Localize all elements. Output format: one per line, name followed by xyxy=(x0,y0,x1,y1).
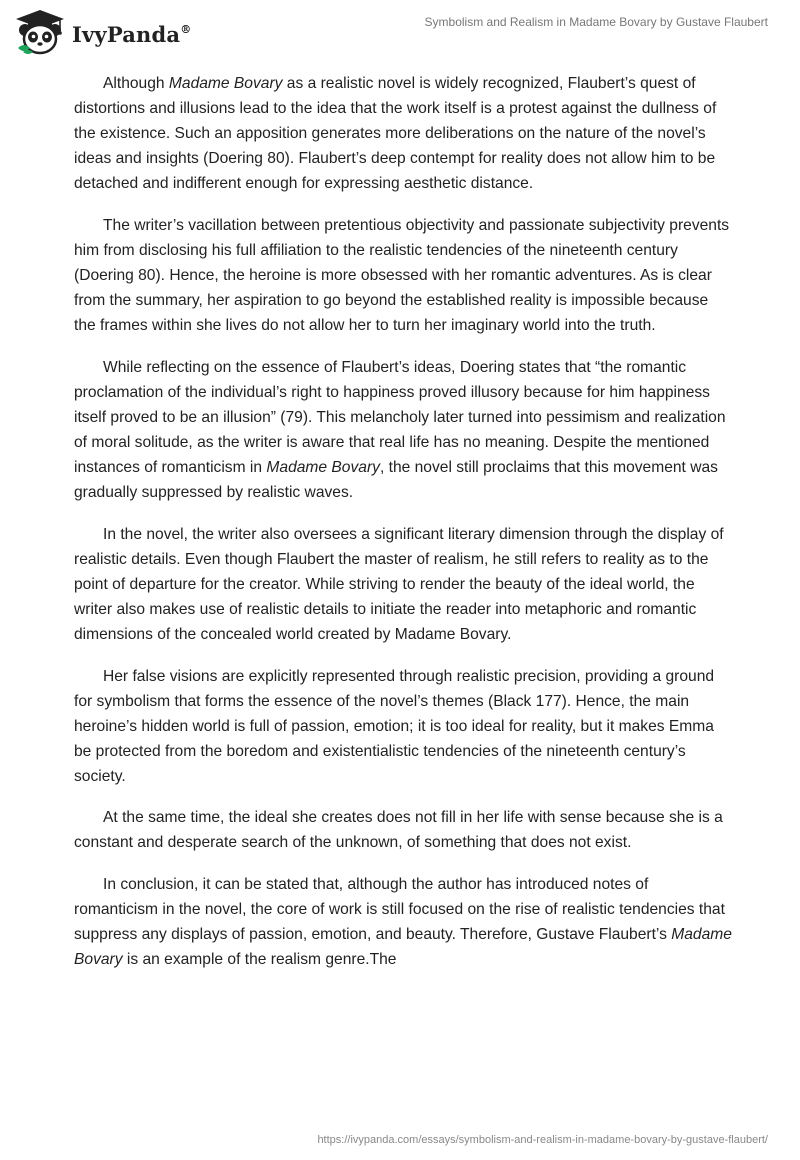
text-segment: In conclusion, it can be stated that, although the author has introduced notes of romanticism in the novel, the core of work is still focused on the rise of realistic tendencies that suppress any displays of passion, emotion, and beauty. Therefore, Gustave Flaubert’s xyxy=(74,875,725,944)
brand-label: IvyPanda xyxy=(72,21,181,47)
text-segment: , the novel still proclaims that this movement was gradually suppressed by realistic waves. xyxy=(74,459,718,502)
italic-title: Madame Bovary xyxy=(74,926,732,969)
text-segment: In the novel, the writer also oversees a significant literary dimension through the display of realistic details. Even though Flaubert the master of realism, he still refers to reality as to the point of departure for the creator. While striving to render the beauty of the ideal world, the writer also makes use of realistic details to initiate the reader into metaphoric and romantic dimensions of the concealed world created by Madame Bovary. xyxy=(74,525,724,644)
registered-mark: ® xyxy=(180,22,192,36)
paragraph xyxy=(74,71,734,196)
page-header xyxy=(0,0,800,60)
paragraph xyxy=(74,522,734,647)
text-segment: as a realistic novel is widely recognized, Flaubert’s quest of distortions and illusions lead to the idea that the work itself is a protest against the dullness of the existence. Such an apposition generates more deliberations on the nature of the novel’s ideas and insights (Doering 80). Flaubert’s deep contempt for reality does not allow him to be detached and indifferent enough for expressing aesthetic distance. xyxy=(74,75,717,193)
brand-name xyxy=(72,22,191,47)
text-segment: The writer’s vacillation between pretentious objectivity and passionate subjectivity prevents him from disclosing his full affiliation to the realistic tendencies of the nineteenth century (Doering 80). Hence, the heroine is more obsessed with her romantic adventures. As is clear from the summary, her aspiration to go beyond the established reality is impossible because the frames within she lives do not allow her to turn her imaginary world into the truth. xyxy=(74,216,730,335)
document-title: Symbolism and Realism in Madame Bovary by Gustave Flaubert xyxy=(424,15,768,29)
paragraph xyxy=(74,213,734,338)
essay-body xyxy=(74,71,734,989)
text-segment: At the same time, the ideal she creates does not fill in her life with sense because she is a constant and desperate search of the unknown, of something that does not exist. xyxy=(74,809,723,852)
paragraph xyxy=(74,805,734,855)
paragraph xyxy=(74,872,734,972)
text-segment: Her false visions are explicitly represented through realistic precision, providing a ground for symbolism that forms the essence of the novel’s themes (Black 177). Hence, the main heroine’s hidden world is full of passion, emotion; it is too ideal for reality, but it makes Emma be protected from the boredom and existentialistic tendencies of the nineteenth century’s society. xyxy=(74,667,715,785)
text-segment: Although xyxy=(103,75,169,92)
italic-title: Madame Bovary xyxy=(168,75,283,92)
source-url[interactable]: https://ivypanda.com/essays/symbolism-and-realism-in-madame-bovary-by-gustave-flaubert/ xyxy=(317,1134,768,1146)
text-segment: While reflecting on the essence of Flaubert’s ideas, Doering states that “the romantic proclamation of the individual’s right to happiness proved illusory because for him happiness itself proved to be an illusion” (79). This melancholy later turned into pessimism and realization of moral solitude, as the writer is aware that real life has no meaning. Despite the mentioned instances of romanticism in xyxy=(74,358,726,477)
paragraph xyxy=(74,355,734,506)
paragraph xyxy=(74,664,734,789)
ivypanda-logo[interactable] xyxy=(14,8,214,56)
panda-graduation-cap-icon xyxy=(14,8,66,56)
text-segment: is an example of the realism genre.The xyxy=(122,951,397,969)
italic-title: Madame Bovary xyxy=(266,459,380,477)
